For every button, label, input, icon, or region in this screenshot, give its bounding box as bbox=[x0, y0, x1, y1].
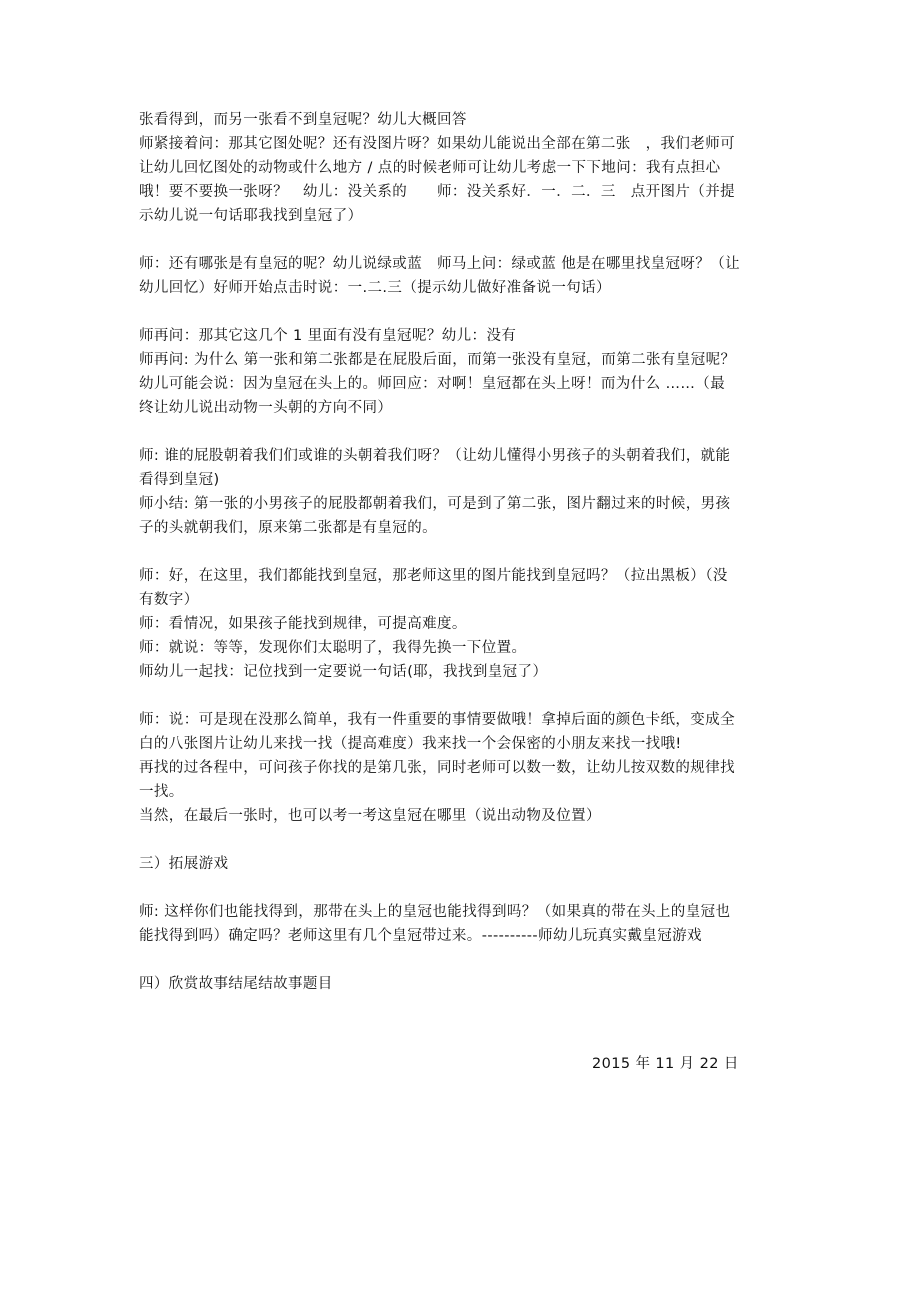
text-line: 一找。 bbox=[139, 784, 184, 800]
text-line: 让幼儿回忆图处的动物或什么地方 / 点的时候老师可让幼儿考虑一下下地问：我有点担心 bbox=[139, 160, 721, 176]
document-body bbox=[139, 108, 789, 996]
paragraph-gap bbox=[139, 228, 789, 252]
text-line: 子的头就朝我们，原来第二张都是有皇冠的。 bbox=[139, 520, 437, 536]
text-line: 白的八张图片让幼儿来找一找（提高难度）我来找一个会保密的小朋友来找一找哦! bbox=[139, 736, 682, 752]
text-line: 示幼儿说一句话耶我找到皇冠了） bbox=[139, 208, 363, 224]
paragraph-gap bbox=[139, 300, 789, 324]
section-heading-extension-game bbox=[139, 852, 789, 876]
text-line: 再找的过各程中，可问孩子你找的是第几张，同时老师可以数一数，让幼儿按双数的规律找 bbox=[139, 760, 735, 776]
paragraph-5 bbox=[139, 564, 789, 684]
paragraph-4 bbox=[139, 444, 789, 540]
text-line: 有数字） bbox=[139, 592, 199, 608]
text-line: 师：好，在这里，我们都能找到皇冠，那老师这里的图片能找到皇冠吗？（拉出黑板）（没 bbox=[139, 568, 728, 584]
text-line: 师：就说：等等，发现你们太聪明了，我得先换一下位置。 bbox=[139, 640, 527, 656]
text-line: 能找得到吗）确定吗？老师这里有几个皇冠带过来。----------师幼儿玩真实戴皇冠游戏 bbox=[139, 928, 702, 944]
text-line: 幼儿回忆）好师开始点击时说：一.二.三（提示幼儿做好准备说一句话） bbox=[139, 280, 611, 296]
paragraph-gap bbox=[139, 684, 789, 708]
paragraph-gap bbox=[139, 948, 789, 972]
text-line: 终让幼儿说出动物一头朝的方向不同） bbox=[139, 400, 393, 416]
text-line: 师再问：那其它这几个 1 里面有没有皇冠呢？幼儿：没有 bbox=[139, 328, 517, 344]
paragraph-gap bbox=[139, 420, 789, 444]
paragraph-gap bbox=[139, 540, 789, 564]
paragraph-3 bbox=[139, 324, 789, 420]
text-line: 师小结: 第一张的小男孩子的屁股都朝着我们，可是到了第二张，图片翻过来的时候，男孩 bbox=[139, 496, 731, 512]
text-line: 师再问: 为什么 第一张和第二张都是在屁股后面，而第一张没有皇冠，而第二张有皇冠呢？ bbox=[139, 352, 736, 368]
text-line: 师幼儿一起找：记位找到一定要说一句话(耶，我找到皇冠了） bbox=[139, 664, 548, 680]
paragraph-1 bbox=[139, 108, 789, 228]
text-line: 师: 谁的屁股朝着我们们或谁的头朝着我们呀？（让幼儿懂得小男孩子的头朝着我们，就能 bbox=[139, 448, 731, 464]
text-line: 师：还有哪张是有皇冠的呢？幼儿说绿或蓝 师马上问：绿或蓝 他是在哪里找皇冠呀？（让 bbox=[139, 256, 741, 272]
text-line: 幼儿可能会说：因为皇冠在头上的。师回应：对啊！皇冠都在头上呀！而为什么 ……（最 bbox=[139, 376, 726, 392]
paragraph-gap bbox=[139, 828, 789, 852]
paragraph-8 bbox=[139, 900, 789, 948]
text-line: 师：看情况，如果孩子能找到规律，可提高难度。 bbox=[139, 616, 467, 632]
text-line: 哦！要不要换一张呀？ 幼儿：没关系的 师：没关系好．一．二．三 点开图片（并提 bbox=[139, 184, 735, 200]
document-date: 2015 年 11 月 22 日 bbox=[592, 1056, 739, 1072]
text-line: 张看得到，而另一张看不到皇冠呢？幼儿大概回答 bbox=[139, 112, 467, 128]
text-line: 当然，在最后一张时，也可以考一考这皇冠在哪里（说出动物及位置） bbox=[139, 808, 601, 824]
paragraph-6 bbox=[139, 708, 789, 828]
text-line: 师：说：可是现在没那么简单，我有一件重要的事情要做哦！拿掉后面的颜色卡纸，变成全 bbox=[139, 712, 735, 728]
text-line: 四）欣赏故事结尾结故事题目 bbox=[139, 976, 333, 992]
text-line: 三）拓展游戏 bbox=[139, 856, 229, 872]
text-line: 看得到皇冠) bbox=[139, 472, 220, 488]
text-line: 师紧接着问：那其它图处呢？还有没图片呀？如果幼儿能说出全部在第二张 ，我们老师可 bbox=[139, 136, 735, 152]
section-heading-story-ending bbox=[139, 972, 789, 996]
paragraph-gap bbox=[139, 876, 789, 900]
text-line: 师: 这样你们也能找得到，那带在头上的皇冠也能找得到吗？（如果真的带在头上的皇冠也 bbox=[139, 904, 731, 920]
paragraph-2 bbox=[139, 252, 789, 300]
